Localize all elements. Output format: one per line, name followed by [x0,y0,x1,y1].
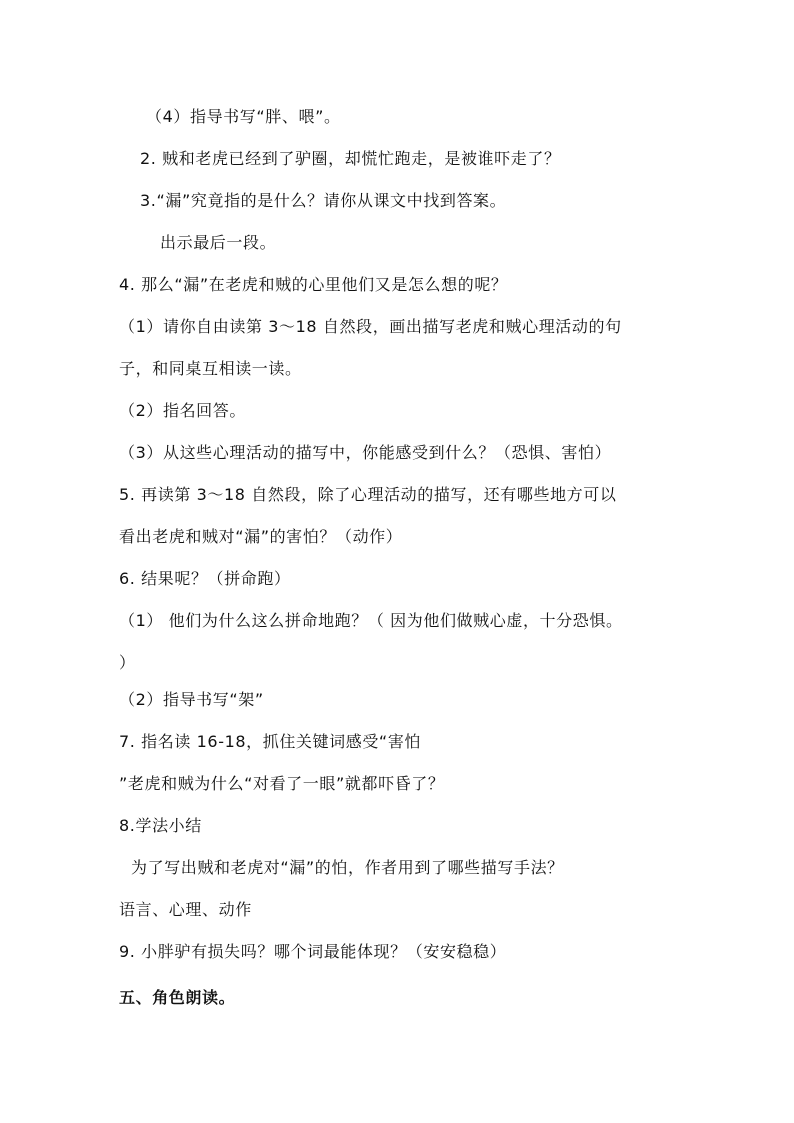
question-9: 9. 小胖驴有损失吗？哪个词最能体现？（安安稳稳） [119,942,507,961]
step-2-answer: （2）指名回答。 [119,401,246,420]
question-6: 6. 结果呢？（拼命跑） [119,569,291,588]
question-4: 4. 那么“漏”在老虎和贼的心里他们又是怎么想的呢？ [119,275,508,294]
show-last-paragraph: 出示最后一段。 [160,233,277,252]
step-1-line-1: （1）请你自由读第 3～18 自然段，画出描写老虎和贼心理活动的句 [119,317,622,336]
question-2: 2. 贼和老虎已经到了驴圈，却慌忙跑走，是被谁吓走了？ [140,149,561,168]
section-8-heading: 8.学法小结 [119,816,202,835]
question-5-line-1: 5. 再读第 3～18 自然段，除了心理活动的描写，还有哪些地方可以 [119,485,617,504]
question-7-line-1: 7. 指名读 16-18，抓住关键词感受“害怕 [119,732,422,751]
question-7-line-2: ”老虎和贼为什么“对看了一眼”就都吓昏了？ [119,774,445,793]
step-1-line-2: 子，和同桌互相读一读。 [119,359,302,378]
section-8-question: 为了写出贼和老虎对“漏”的怕，作者用到了哪些描写手法？ [131,858,564,877]
question-5-line-2: 看出老虎和贼对“漏”的害怕？（动作） [119,527,403,546]
step-3-feeling: （3）从这些心理活动的描写中，你能感受到什么？（恐惧、害怕） [119,443,612,462]
section-8-answer: 语言、心理、动作 [119,900,252,919]
step-2-writing-guide: （2）指导书写“架” [119,690,264,709]
section-5-heading: 五、角色朗读。 [119,988,236,1007]
step-1-closing-paren: ） [119,653,136,672]
step-4-writing-guide: （4）指导书写“胖、喂”。 [146,107,341,126]
step-1-why-run: （1） 他们为什么这么拼命地跑？（ 因为他们做贼心虚，十分恐惧。 [119,611,623,630]
question-3: 3.“漏”究竟指的是什么？请你从课文中找到答案。 [140,191,507,210]
